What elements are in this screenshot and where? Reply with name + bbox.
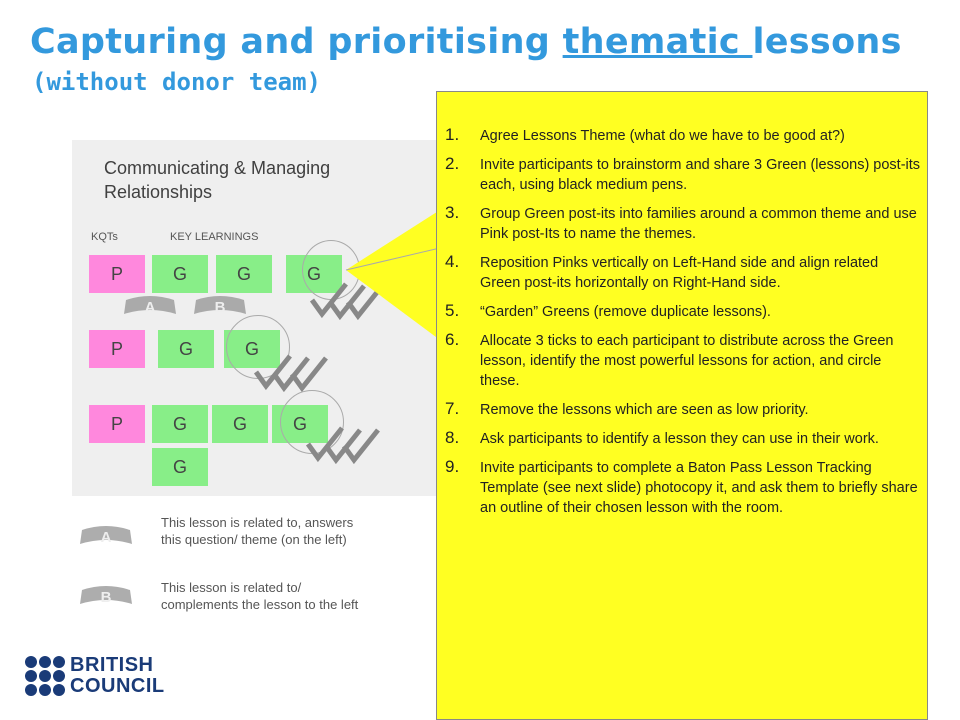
step-number: 1.: [445, 125, 460, 144]
step-item: [440, 253, 922, 293]
step-text: Ask participants to identify a lesson they can use in their work.: [480, 431, 879, 447]
step-text: Group Green post-its into families around a common theme and use Pink post-Its to name the themes.: [480, 206, 917, 242]
link-arrow-a: [120, 292, 180, 318]
panel-heading: Communicating & Managing Relationships: [104, 158, 331, 202]
pink-postit[interactable]: P: [89, 255, 145, 293]
column-label-key-learnings: KEY LEARNINGS: [170, 231, 259, 243]
british-council-logo-icon: [24, 655, 68, 699]
logo-line-2: COUNCIL: [70, 675, 165, 697]
step-text: Allocate 3 ticks to each participant to distribute across the Green lesson, identify the most powerful lessons for action, and circle these.: [480, 333, 894, 389]
step-item: [440, 458, 922, 518]
tick-marks: [252, 352, 332, 392]
legend-label-b: B: [100, 589, 112, 606]
green-postit[interactable]: G: [152, 255, 208, 293]
link-label-a: A: [144, 299, 156, 316]
step-item: [440, 400, 922, 420]
green-postit[interactable]: G: [272, 405, 328, 443]
green-postit[interactable]: G: [152, 405, 208, 443]
step-number: 9.: [445, 457, 460, 476]
link-arrow-b: [190, 292, 250, 318]
step-number: 4.: [445, 252, 460, 271]
green-postit[interactable]: G: [286, 255, 342, 293]
step-number: 6.: [445, 330, 460, 349]
step-text: Invite participants to complete a Baton Pass Lesson Tracking Template (see next slide) photocopy it, and ask them to briefly share an outline of their chosen lesson with the room.: [480, 460, 918, 516]
slide-title: [30, 22, 902, 62]
legend-arrow-a: [76, 522, 136, 548]
step-number: 7.: [445, 399, 460, 418]
step-text: Invite participants to brainstorm and share 3 Green (lessons) post-its each, using black medium pens.: [480, 157, 921, 193]
logo-line-1: BRITISH: [70, 654, 154, 676]
step-item: [440, 155, 922, 195]
step-item: [440, 204, 922, 244]
step-number: 8.: [445, 428, 460, 447]
step-item: [440, 429, 922, 449]
step-item: [440, 331, 922, 391]
legend-arrow-b: [76, 582, 136, 608]
green-postit[interactable]: G: [152, 448, 208, 486]
step-number: 5.: [445, 301, 460, 320]
instruction-steps: [440, 126, 922, 527]
step-text: Agree Lessons Theme (what do we have to be good at?): [480, 128, 845, 144]
pink-postit[interactable]: P: [89, 330, 145, 368]
green-postit[interactable]: G: [158, 330, 214, 368]
step-text: Remove the lessons which are seen as low priority.: [480, 402, 809, 418]
title-underlined-word: thematic: [562, 22, 753, 62]
legend-text-a: This lesson is related to, answers this question/ theme (on the left): [161, 515, 354, 547]
title-text-1: Capturing and prioritising: [30, 22, 563, 62]
link-label-b: B: [214, 299, 226, 316]
pink-postit[interactable]: P: [89, 405, 145, 443]
legend-label-a: A: [100, 529, 112, 546]
step-number: 2.: [445, 154, 460, 173]
legend-text-b: This lesson is related to/ complements the lesson to the left: [161, 580, 359, 612]
step-number: 3.: [445, 203, 460, 222]
green-postit[interactable]: G: [224, 330, 280, 368]
column-label-kqts: KQTs: [91, 231, 118, 243]
step-item: [440, 126, 922, 146]
green-postit[interactable]: G: [216, 255, 272, 293]
british-council-logo-text: [70, 655, 165, 697]
callout-pointer: [340, 210, 440, 350]
slide-subtitle: (without donor team): [32, 68, 321, 96]
step-text: Reposition Pinks vertically on Left-Hand side and align related Green post-its horizontally on Right-Hand side.: [480, 255, 879, 291]
title-text-2: lessons: [752, 22, 902, 62]
tick-marks: [304, 424, 384, 464]
step-text: “Garden” Greens (remove duplicate lessons).: [480, 304, 771, 320]
step-item: [440, 302, 922, 322]
green-postit[interactable]: G: [212, 405, 268, 443]
